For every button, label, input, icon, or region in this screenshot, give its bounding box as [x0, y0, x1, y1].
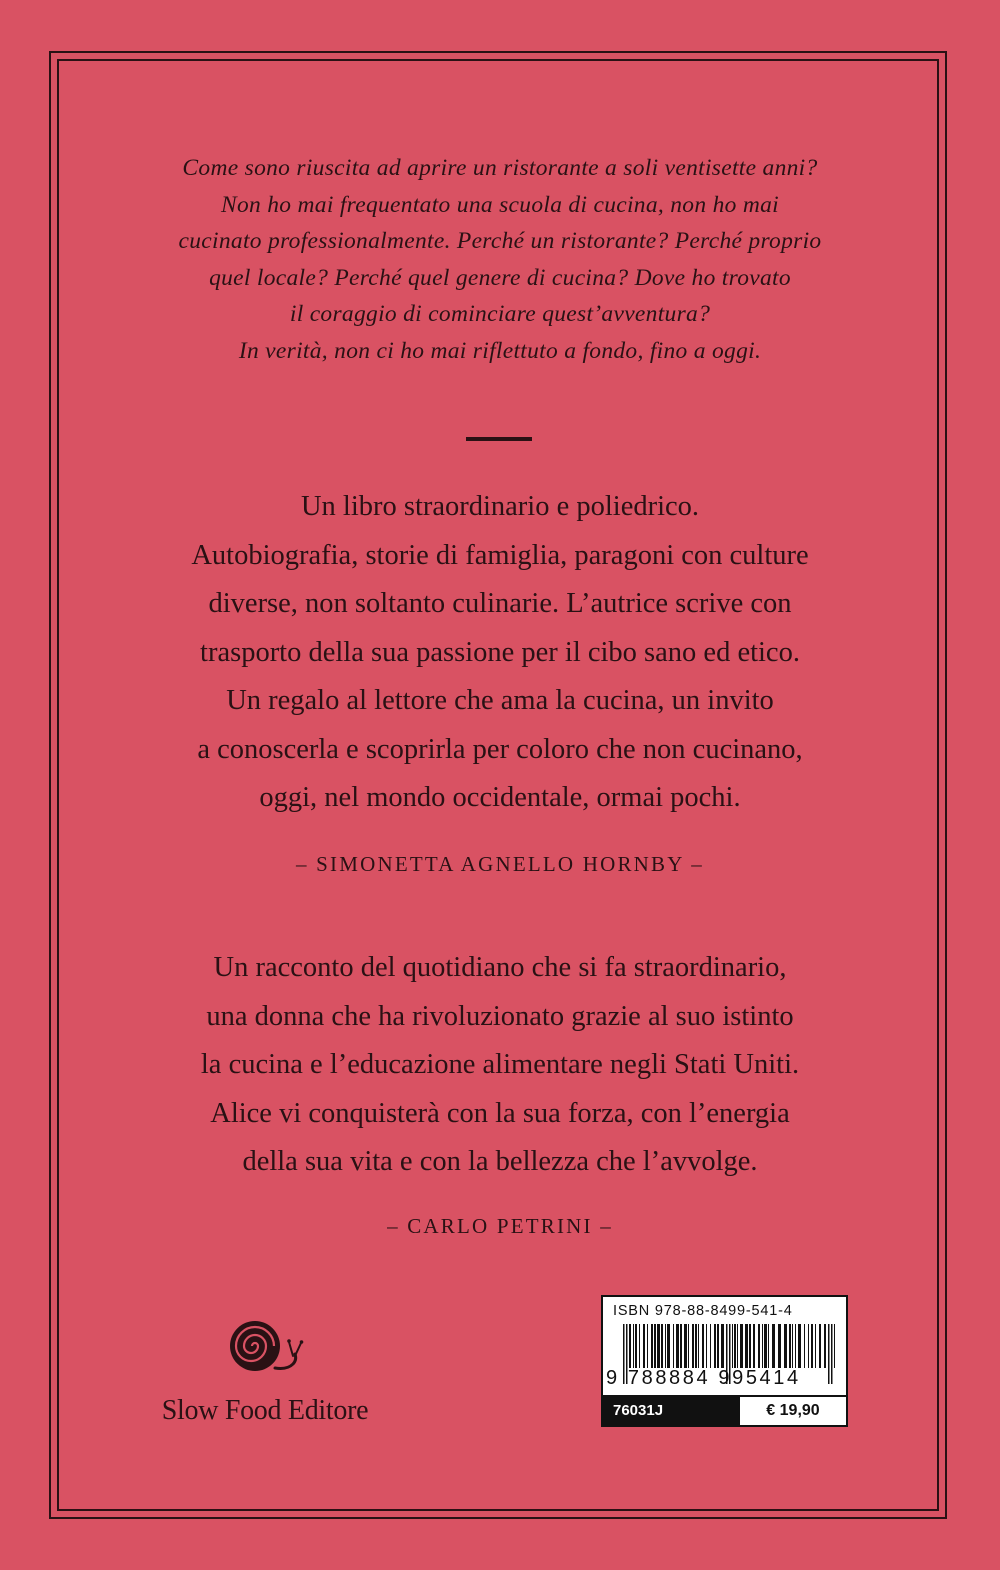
- review-line: della sua vita e con la bellezza che l’avvolge.: [242, 1146, 758, 1177]
- publisher-name: Slow Food Editore: [161, 1395, 369, 1426]
- product-code: 76031J: [603, 1397, 740, 1425]
- blurb-line: cucinato professionalmente. Perché un ristorante? Perché proprio: [178, 228, 822, 254]
- review-petrini: [100, 944, 900, 1187]
- review-line: Un libro straordinario e poliedrico.: [300, 491, 700, 522]
- price: € 19,90: [766, 1402, 820, 1419]
- barcode-footer: [603, 1395, 846, 1425]
- blurb-line: Come sono riuscita ad aprire un ristorante a soli ventisette anni?: [182, 155, 818, 181]
- review-author-hornby: – SIMONETTA AGNELLO HORNBY –: [296, 852, 704, 876]
- review-line: Alice vi conquisterà con la sua forza, con l’energia: [210, 1097, 790, 1129]
- review-line: Un regalo al lettore che ama la cucina, un invito: [226, 685, 774, 716]
- review-line: una donna che ha rivoluzionato grazie al suo istinto: [206, 1000, 794, 1032]
- blurb-line: quel locale? Perché quel genere di cucina? Dove ho trovato: [209, 264, 791, 291]
- review-author-petrini: – CARLO PETRINI –: [387, 1214, 613, 1238]
- snail-icon: [225, 1316, 305, 1376]
- review-line: a conoscerla e scoprirla per coloro che non cucinano,: [197, 733, 803, 765]
- barcode-digits: 9 788884 995414: [606, 1367, 801, 1389]
- review-line: oggi, nel mondo occidentale, ormai pochi.: [259, 782, 741, 813]
- barcode-label: [601, 1295, 848, 1427]
- blurb-line: il coraggio di cominciare quest’avventura?: [289, 301, 711, 327]
- review-line: Autobiografia, storie di famiglia, paragoni con culture: [191, 539, 809, 571]
- review-line: Un racconto del quotidiano che si fa straordinario,: [213, 952, 787, 983]
- review-line: diverse, non soltanto culinarie. L’autrice scrive con: [208, 588, 792, 619]
- review-line: trasporto della sua passione per il cibo sano ed etico.: [200, 636, 800, 668]
- review-line: la cucina e l’educazione alimentare negli Stati Uniti.: [200, 1049, 800, 1080]
- blurb-line: In verità, non ci ho mai riflettuto a fondo, fino a oggi.: [238, 337, 762, 364]
- blurb-line: Non ho mai frequentato una scuola di cucina, non ho mai: [220, 191, 780, 218]
- review-hornby: [100, 483, 900, 823]
- isbn-number: ISBN 978-88-8499-541-4: [613, 1303, 793, 1319]
- blurb-quote: [100, 150, 900, 369]
- section-divider: [466, 437, 532, 441]
